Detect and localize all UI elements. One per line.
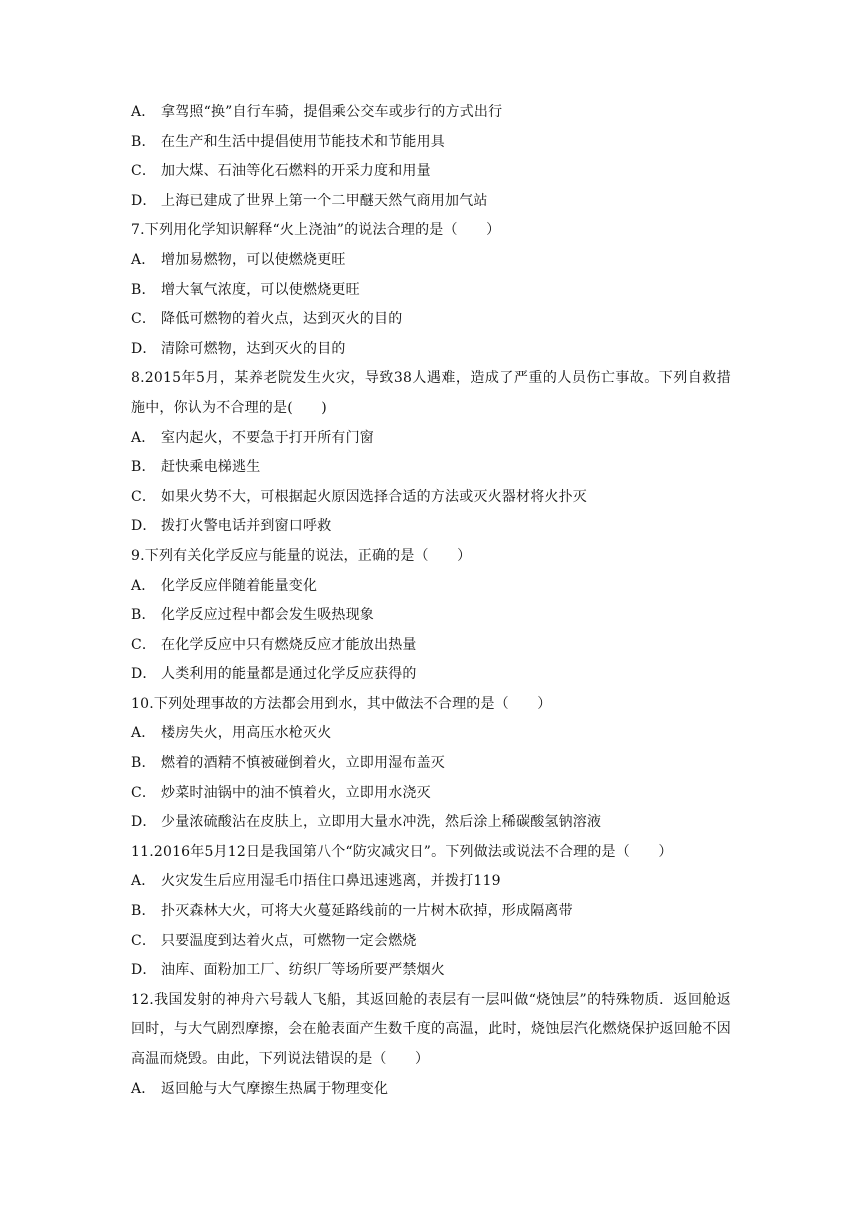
option-text: 在化学反应中只有燃烧反应才能放出热量 <box>161 636 417 653</box>
option-a <box>131 98 731 128</box>
option-c <box>131 779 731 809</box>
option-text: 楼房失火，用高压水枪灭火 <box>161 725 332 742</box>
option-b <box>131 276 731 306</box>
option-letter: A． <box>131 873 156 890</box>
option-letter: D． <box>131 340 157 357</box>
option-a <box>131 424 731 454</box>
option-d <box>131 660 731 690</box>
question-stem: 12.我国发射的神舟六号载人飞船，其返回舱的表层有一层叫做“烧蚀层”的特殊物质．返回舱返回时，与大气剧烈摩擦，会在舱表面产生数千度的高温，此时，烧蚀层汽化燃烧保护返回舱不因高温而烧毁。由此，下列说法错误的是（ ） <box>131 991 731 1067</box>
option-b <box>131 749 731 779</box>
option-a <box>131 719 731 749</box>
option-a <box>131 246 731 276</box>
option-text: 增加易燃物，可以使燃烧更旺 <box>161 251 346 268</box>
option-text: 化学反应过程中都会发生吸热现象 <box>161 607 374 624</box>
option-c <box>131 927 731 957</box>
option-text: 上海已建成了世界上第一个二甲醚天然气商用加气站 <box>161 192 488 209</box>
option-text: 扑灭森林大火，可将大火蔓延路线前的一片树木砍掉，形成隔离带 <box>161 903 573 920</box>
option-text: 加大煤、石油等化石燃料的开采力度和用量 <box>161 163 431 180</box>
option-text: 增大氧气浓度，可以使燃烧更旺 <box>161 281 360 298</box>
question-stem: 11.2016年5月12日是我国第八个“防灾减灾日”。下列做法或说法不合理的是（ ） <box>131 843 673 860</box>
option-text: 化学反应伴随着能量变化 <box>161 577 318 594</box>
option-letter: D． <box>131 962 157 979</box>
option-c <box>131 157 731 187</box>
option-c <box>131 631 731 661</box>
option-b <box>131 897 731 927</box>
option-text: 只要温度到达着火点，可燃物一定会燃烧 <box>161 932 417 949</box>
option-text: 炒菜时油锅中的油不慎着火，立即用水浇灭 <box>161 784 431 801</box>
question-stem: 8.2015年5月，某养老院发生火灾，导致38人遇难，造成了严重的人员伤亡事故。下列自救措施中，你认为不合理的是( ) <box>131 370 731 416</box>
option-letter: A． <box>131 725 156 742</box>
option-d <box>131 512 731 542</box>
option-letter: C． <box>131 636 157 653</box>
option-letter: B． <box>131 755 156 772</box>
option-letter: C． <box>131 163 157 180</box>
option-d <box>131 187 731 217</box>
question-stem: 10.下列处理事故的方法都会用到水，其中做法不合理的是（ ） <box>131 695 552 712</box>
option-a <box>131 1075 731 1105</box>
option-text: 室内起火，不要急于打开所有门窗 <box>161 429 374 446</box>
option-letter: B． <box>131 903 156 920</box>
option-letter: C． <box>131 488 157 505</box>
option-c <box>131 305 731 335</box>
option-d <box>131 956 731 986</box>
option-letter: A． <box>131 429 156 446</box>
option-b <box>131 128 731 158</box>
option-letter: A． <box>131 104 156 120</box>
option-text: 返回舱与大气摩擦生热属于物理变化 <box>161 1080 389 1097</box>
option-letter: B． <box>131 607 156 624</box>
option-d <box>131 808 731 838</box>
option-letter: A． <box>131 577 156 594</box>
option-b <box>131 601 731 631</box>
option-c <box>131 483 731 513</box>
option-text: 清除可燃物，达到灭火的目的 <box>161 340 346 357</box>
option-d <box>131 335 731 365</box>
option-letter: B． <box>131 281 156 298</box>
option-letter: D． <box>131 518 157 535</box>
option-text: 降低可燃物的着火点，达到灭火的目的 <box>161 311 403 328</box>
question-list <box>131 98 731 1104</box>
option-text: 赶快乘电梯逃生 <box>161 459 261 476</box>
option-letter: D． <box>131 192 157 209</box>
question-stem: 7.下列用化学知识解释“火上浇油”的说法合理的是（ ） <box>131 222 501 239</box>
option-b <box>131 453 731 483</box>
option-text: 人类利用的能量都是通过化学反应获得的 <box>161 666 417 683</box>
option-letter: C． <box>131 932 157 949</box>
option-a <box>131 867 731 897</box>
option-a <box>131 572 731 602</box>
option-text: 拨打火警电话并到窗口呼救 <box>161 518 332 535</box>
option-letter: D． <box>131 666 157 683</box>
option-text: 燃着的酒精不慎被碰倒着火，立即用湿布盖灭 <box>161 755 445 772</box>
option-letter: D． <box>131 814 157 831</box>
option-text: 拿驾照“换”自行车骑，提倡乘公交车或步行的方式出行 <box>161 104 503 120</box>
option-text: 少量浓硫酸沾在皮肤上，立即用大量水冲洗，然后涂上稀碳酸氢钠溶液 <box>161 814 602 831</box>
option-letter: A． <box>131 1080 156 1097</box>
option-letter: B． <box>131 459 156 476</box>
option-text: 油库、面粉加工厂、纺织厂等场所要严禁烟火 <box>161 962 445 979</box>
option-text: 在生产和生活中提倡使用节能技术和节能用具 <box>161 133 445 150</box>
option-letter: C． <box>131 784 157 801</box>
option-letter: C． <box>131 311 157 328</box>
question-stem: 9.下列有关化学反应与能量的说法，正确的是（ ） <box>131 547 472 564</box>
option-letter: A． <box>131 251 156 268</box>
option-text: 如果火势不大，可根据起火原因选择合适的方法或灭火器材将火扑灭 <box>161 488 587 505</box>
option-text: 火灾发生后应用湿毛巾捂住口鼻迅速逃离，并拨打119 <box>161 873 501 890</box>
option-letter: B． <box>131 133 156 150</box>
